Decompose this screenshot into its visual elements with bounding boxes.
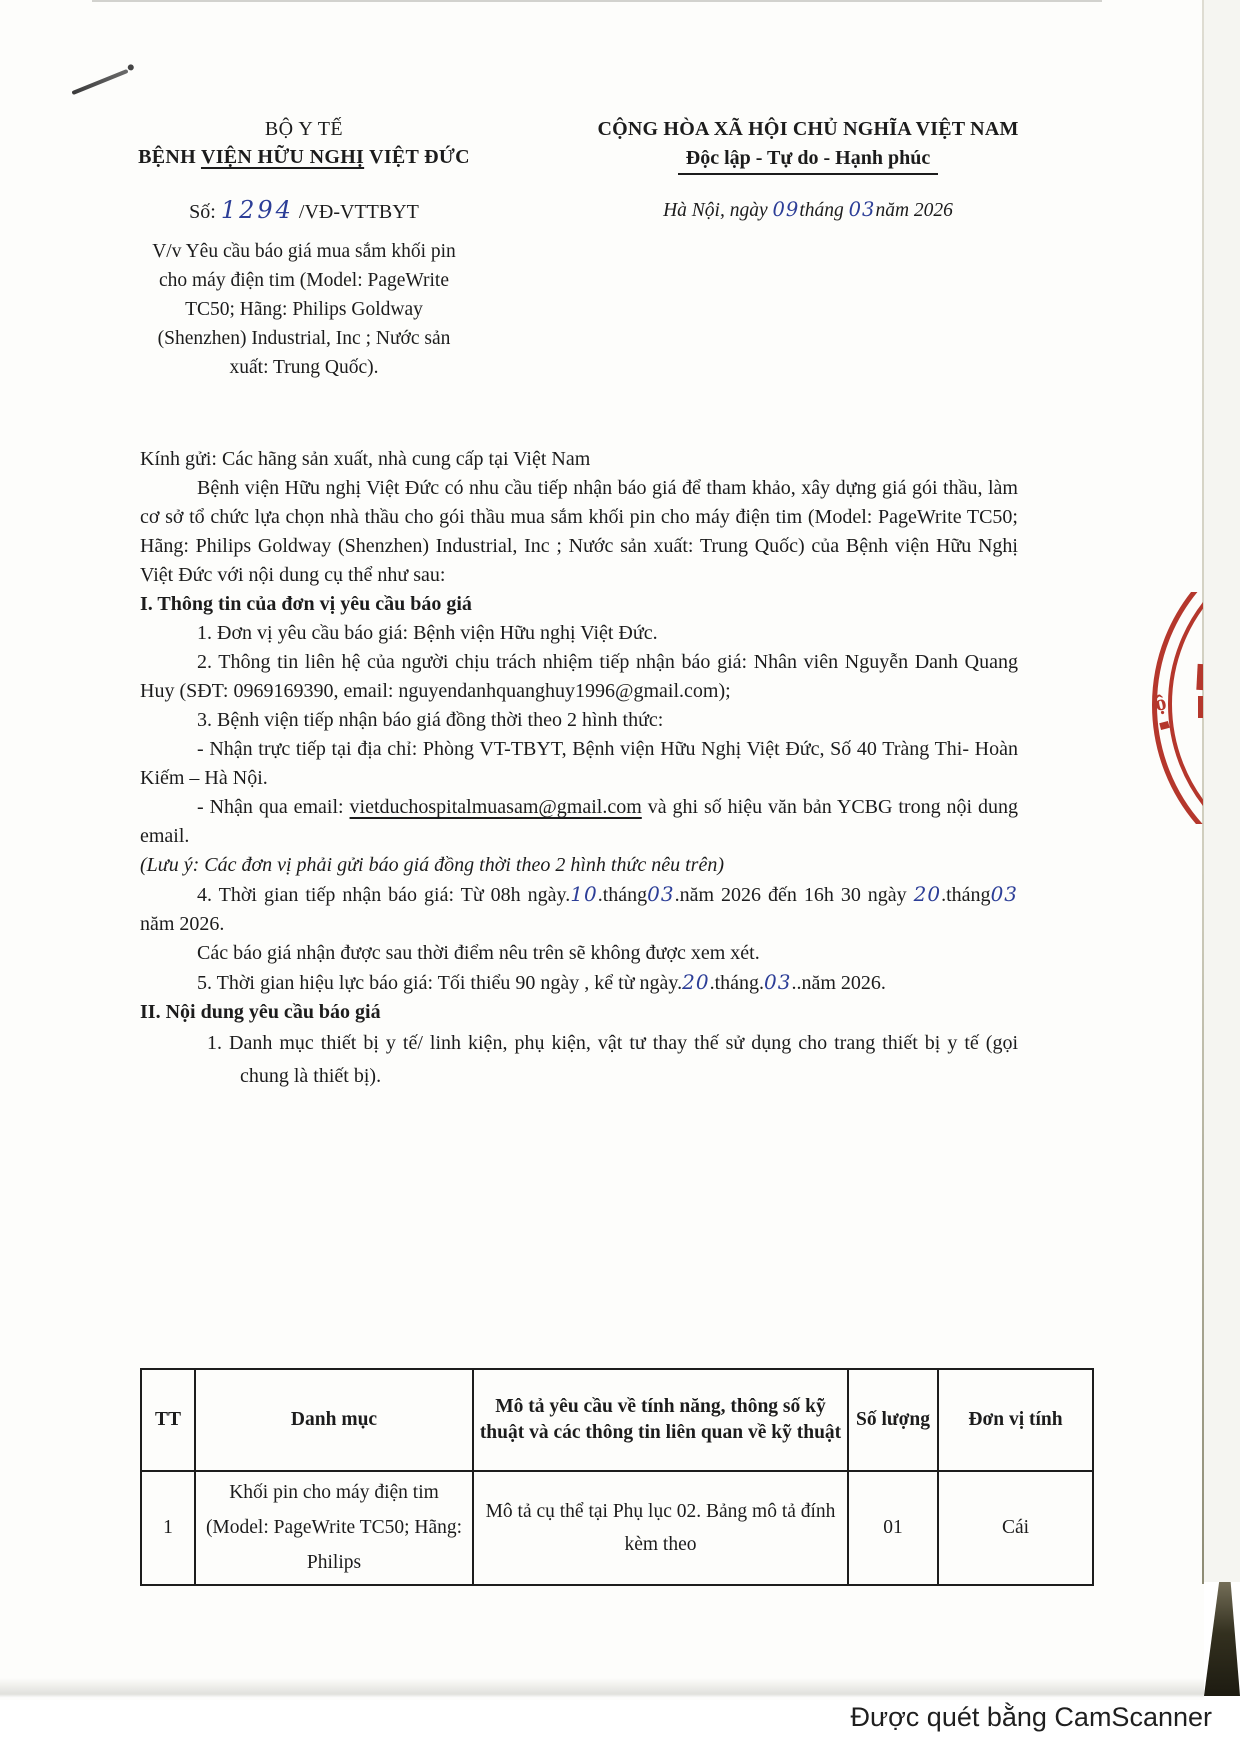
intro-paragraph: Bệnh viện Hữu nghị Việt Đức có nhu cầu tiếp nhận báo giá để tham khảo, xây dựng giá gói thầu, làm cơ sở tổ chức lựa chọn nhà thầu cho gói thầu mua sắm khối pin cho máy điện tim (Model: PageWrite TC50; Hãng: Philips Goldway (Shenzhen) Industrial, Inc ; Nước sản xuất: Trung Quốc) của Bệnh viện Hữu Nghị Việt Đức với nội dung cụ thể như sau: — [140, 477, 1018, 586]
document-header — [78, 118, 1086, 382]
hospital-name: BỆNH VIỆN HỮU NGHỊ VIỆT ĐỨC — [138, 146, 470, 168]
subject-line: cho máy điện tim (Model: PageWrite — [158, 270, 449, 291]
scan-top-edge — [92, 0, 1102, 2]
document-number: Số: 1294 /VĐ-VTTBYT — [189, 196, 419, 224]
quotation-items-table — [140, 1368, 1094, 1586]
red-stamp-partial — [1146, 592, 1203, 824]
late-quote-note: Các báo giá nhận được sau thời điểm nêu trên sẽ không được xem xét. — [197, 942, 760, 964]
subject-line: TC50; Hãng: Philips Goldway — [185, 299, 423, 320]
cell-mo-ta: Mô tả cụ thể tại Phụ lục 02. Bảng mô tả đính kèm theo — [473, 1471, 848, 1585]
item-3: 3. Bệnh viện tiếp nhận báo giá đồng thời theo 2 hình thức: — [197, 709, 664, 731]
table-header-row — [141, 1369, 1093, 1471]
cell-so-luong: 01 — [848, 1471, 938, 1585]
table-row — [141, 1471, 1093, 1585]
item-4: 4. Thời gian tiếp nhận báo giá: Từ 08h ngày.10.tháng03.năm 2026 đến 16h 30 ngày 20.tháng03 năm 2026. — [140, 882, 1019, 935]
country-title: CỘNG HÒA XÃ HỘI CHỦ NGHĨA VIỆT NAM — [597, 118, 1019, 140]
cell-don-vi-tinh: Cái — [938, 1471, 1093, 1585]
cell-danh-muc: Khối pin cho máy điện tim (Model: PageWrite TC50; Hãng: Philips — [195, 1471, 473, 1585]
subject-line: xuất: Trung Quốc). — [229, 357, 379, 378]
page-bottom-shadow — [0, 1678, 1204, 1698]
scan-right-margin — [1204, 0, 1240, 1582]
stamp-letter: ộ — [1152, 689, 1169, 716]
subject-line: (Shenzhen) Industrial, Inc ; Nước sản — [157, 328, 451, 349]
stamp-text-fragment — [1198, 696, 1203, 718]
issuer-block — [78, 118, 530, 382]
section-1-title: I. Thông tin của đơn vị yêu cầu báo giá — [140, 593, 472, 615]
item-2: 2. Thông tin liên hệ của người chịu trách nhiệm tiếp nhận báo giá: Nhân viên Nguyễn Danh Quang Huy (SĐT: 0969169390, email: nguyendanhquanghuy1996@gmail.com); — [140, 651, 1018, 702]
section-2-title: II. Nội dung yêu cầu báo giá — [140, 1001, 381, 1023]
camscanner-watermark: Được quét bằng CamScanner — [850, 1702, 1212, 1732]
salutation: Kính gửi: Các hãng sản xuất, nhà cung cấp tại Việt Nam — [140, 448, 591, 470]
cell-tt: 1 — [141, 1471, 195, 1585]
item-3-direct: - Nhận trực tiếp tại địa chỉ: Phòng VT-TBYT, Bệnh viện Hữu Nghị Việt Đức, Số 40 Tràng Thi- Hoàn Kiếm – Hà Nội. — [140, 738, 1018, 789]
item-3-email: - Nhận qua email: vietduchospitalmuasam@gmail.com và ghi số hiệu văn bản YCBG trong nội dung email. — [140, 796, 1018, 847]
national-motto: Độc lập - Tự do - Hạnh phúc — [678, 147, 938, 175]
col-header-so-luong: Số lượng — [848, 1369, 938, 1471]
col-header-don-vi-tinh: Đơn vị tính — [938, 1369, 1093, 1471]
national-header-block — [530, 118, 1086, 382]
col-header-tt: TT — [141, 1369, 195, 1471]
scan-background-corner — [1204, 1582, 1240, 1696]
item-5: 5. Thời gian hiệu lực báo giá: Tối thiểu 90 ngày , kể từ ngày.20.tháng.03..năm 2026. — [197, 970, 886, 994]
col-header-mo-ta: Mô tả yêu cầu về tính năng, thông số kỹ thuật và các thông tin liên quan về kỹ thuật — [473, 1369, 848, 1471]
document-body — [140, 445, 1018, 1093]
date-line: Hà Nội, ngày 09tháng 03năm 2026 — [663, 198, 953, 221]
section-2-item-1: 1. Danh mục thiết bị y tế/ linh kiện, phụ kiện, vật tư thay thế sử dụng cho trang thiết bị y tế (gọi chung là thiết bị). — [207, 1032, 1018, 1087]
subject-line: V/v Yêu cầu báo giá mua sắm khối pin — [152, 241, 456, 262]
item-1: 1. Đơn vị yêu cầu báo giá: Bệnh viện Hữu nghị Việt Đức. — [197, 622, 658, 644]
stamp-text-fragment — [1196, 664, 1203, 690]
document-subject — [78, 237, 530, 382]
note-paragraph: (Lưu ý: Các đơn vị phải gửi báo giá đồng thời theo 2 hình thức nêu trên) — [140, 854, 725, 876]
ministry-name: BỘ Y TẾ — [264, 118, 344, 140]
col-header-danh-muc: Danh mục — [195, 1369, 473, 1471]
